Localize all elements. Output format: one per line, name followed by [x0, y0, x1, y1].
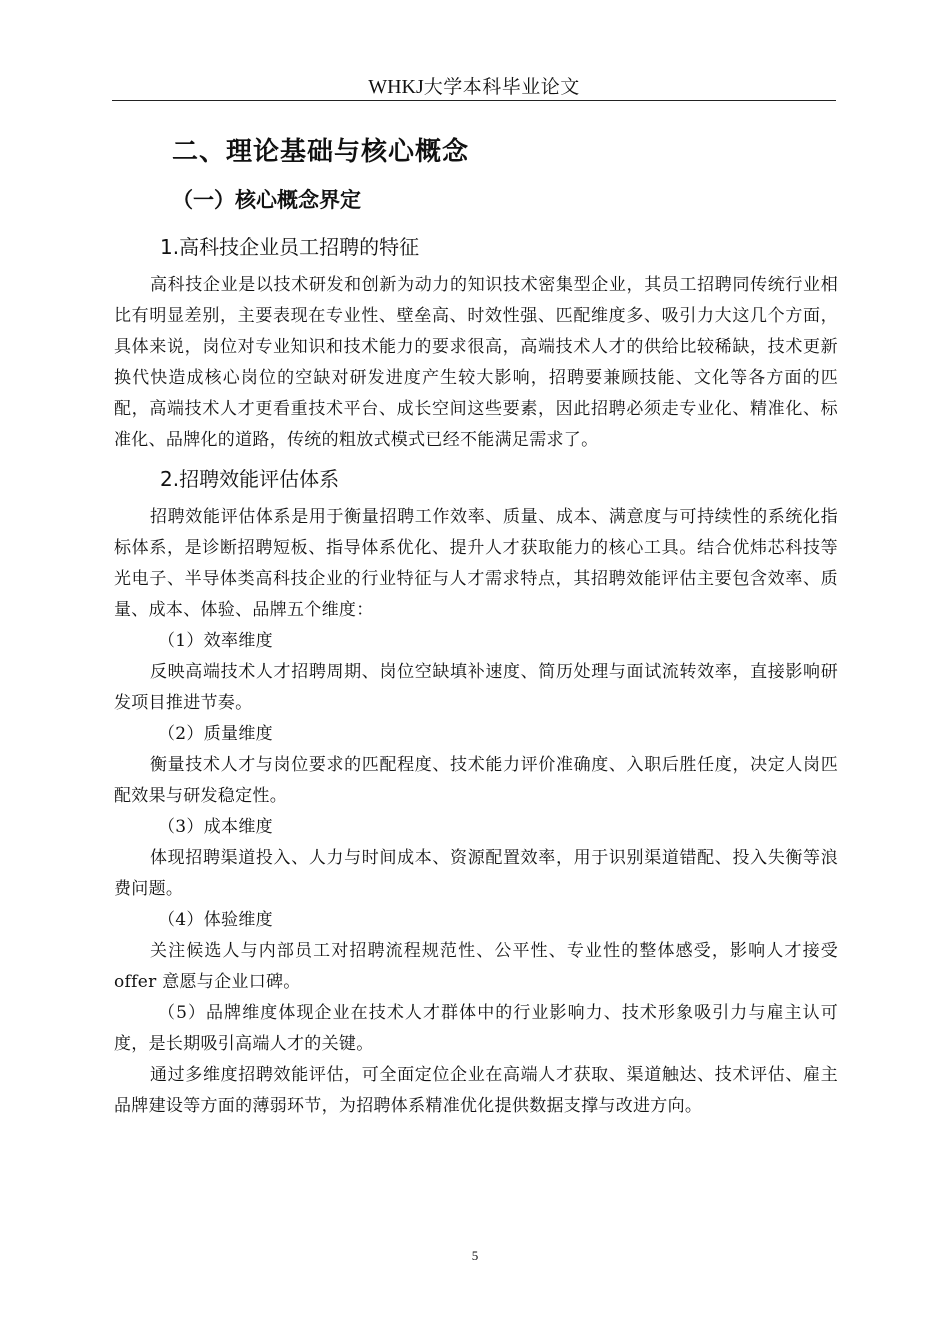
conclusion-paragraph: 通过多维度招聘效能评估，可全面定位企业在高端人才获取、渠道触达、技术评估、雇主品牌建设等方面的薄弱环节，为招聘体系精准优化提供数据支撑与改进方向。 — [114, 1065, 838, 1116]
header-rule — [112, 100, 836, 101]
dimension-1-text: 反映高端技术人才招聘周期、岗位空缺填补速度、简历处理与面试流转效率，直接影响研发项目推进节奏。 — [114, 662, 838, 713]
subsection-title-1: 1.高科技企业员工招聘的特征 — [160, 235, 420, 259]
dimension-5-text: （5）品牌维度体现企业在技术人才群体中的行业影响力、技术形象吸引力与雇主认可度，是长期吸引高端人才的关键。 — [114, 1003, 838, 1054]
subsection-2-intro: 招聘效能评估体系是用于衡量招聘工作效率、质量、成本、满意度与可持续性的系统化指标体系，是诊断招聘短板、指导体系优化、提升人才获取能力的核心工具。结合优炜芯科技等光电子、半导体类高科技企业的行业特征与人才需求特点，其招聘效能评估主要包含效率、质量、成本、体验、品牌五个维度： — [114, 507, 838, 620]
header-latin: WHKJ — [368, 76, 424, 98]
dimension-2-label: （2）质量维度 — [158, 724, 273, 744]
page-content — [114, 128, 838, 1122]
subsection-title-2: 2.招聘效能评估体系 — [160, 467, 340, 491]
dimension-1-label: （1）效率维度 — [158, 631, 273, 651]
dimension-3-label: （3）成本维度 — [158, 817, 273, 837]
dimension-4-label: （4）体验维度 — [158, 910, 273, 930]
dimension-3-text: 体现招聘渠道投入、人力与时间成本、资源配置效率，用于识别渠道错配、投入失衡等浪费问题。 — [114, 848, 838, 899]
chapter-title: 二、理论基础与核心概念 — [172, 137, 470, 167]
running-header — [112, 72, 836, 99]
dimension-4-text: 关注候选人与内部员工对招聘流程规范性、公平性、专业性的整体感受，影响人才接受 offer 意愿与企业口碑。 — [114, 941, 838, 992]
page-number: 5 — [471, 1248, 479, 1263]
subsection-1-paragraph: 高科技企业是以技术研发和创新为动力的知识技术密集型企业，其员工招聘同传统行业相比有明显差别，主要表现在专业性、壁垒高、时效性强、匹配维度多、吸引力大这几个方面，具体来说，岗位对专业知识和技术能力的要求很高，高端技术人才的供给比较稀缺，技术更新换代快造成核心岗位的空缺对研发进度产生较大影响，招聘要兼顾技能、文化等各方面的匹配，高端技术人才更看重技术平台、成长空间这些要素，因此招聘必须走专业化、精准化、标准化、品牌化的道路，传统的粗放式模式已经不能满足需求了。 — [114, 275, 838, 450]
header-title: 大学本科毕业论文 — [423, 76, 580, 98]
dimension-2-text: 衡量技术人才与岗位要求的匹配程度、技术能力评价准确度、入职后胜任度，决定人岗匹配效果与研发稳定性。 — [114, 755, 838, 806]
section-title: （一）核心概念界定 — [172, 188, 361, 212]
